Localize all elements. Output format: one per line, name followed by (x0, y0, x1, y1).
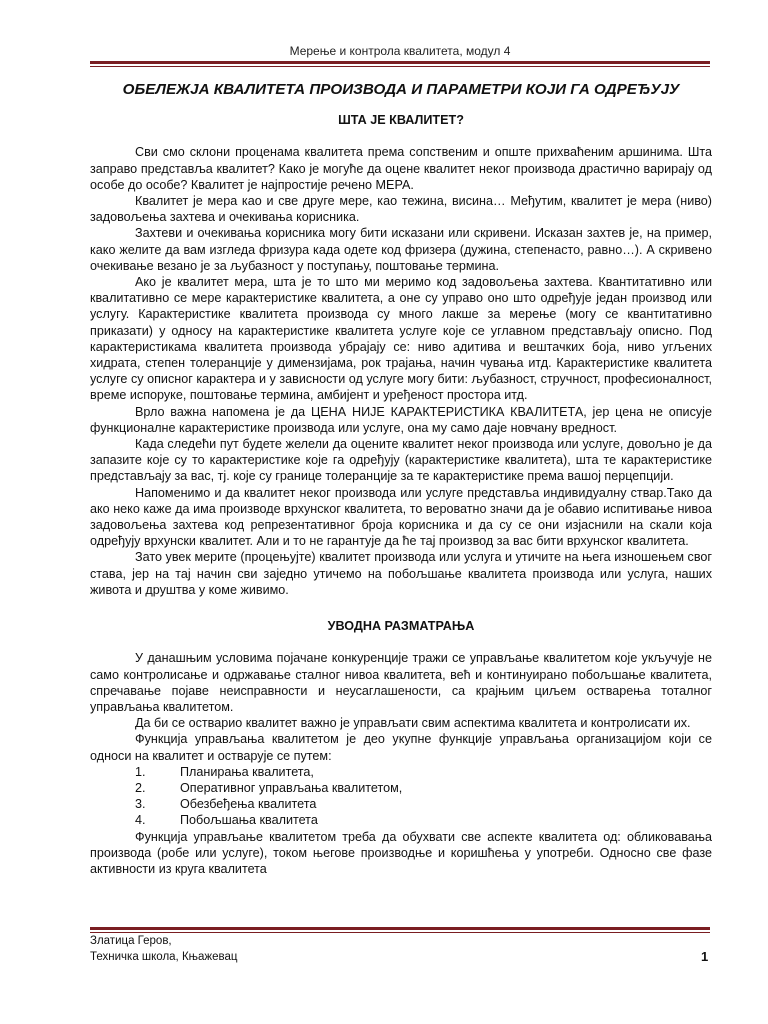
header-rule (90, 61, 710, 67)
list-text: Побољшања квалитета (180, 813, 318, 828)
running-header: Мерење и контрола квалитета, модул 4 (289, 44, 511, 58)
list-item (90, 764, 712, 780)
document-body (90, 82, 712, 877)
list-text: Оперативног управљања квалитетом, (180, 780, 403, 795)
numbered-list (90, 764, 712, 829)
footer-author: Златица Геров, (90, 935, 172, 947)
paragraph: Квалитет је мера као и све друге мере, као тежина, висина… Међутим, квалитет је мера (ниво) задовољења захтева и очекивања корисника. (90, 194, 712, 225)
list-text: Обезбеђења квалитета (180, 797, 317, 812)
paragraph: Функција управљање квалитетом треба да обухвати све аспекте квалитета од: обликовавања производа (робе или услуге), током његове производње и коришћења у употреби. Односно све фазе активности из круга квалитета (90, 829, 712, 876)
list-item (90, 780, 712, 796)
footer-school: Техничка школа, Књажевац (90, 951, 238, 963)
paragraph: Ако је квалитет мера, шта је то што ми меримо код задовољења захтева. Квантитативно или квалитативно се мере карактеристике квалитета, а оне су управо оно што одређује један производ или услугу. Карактеристике квалитета производа су много лакше за мерење (могу се квантитативно приказати) у односу на карактеристике квалитета услуге које се углавном представљају описно. Под карактеристикама квалитета производа убрајају се: ниво адитива и вештачких боја, ниво угљених хидрата, степен толеранције у димензијама, рок трајања, начин чувања итд. Карактеристике квалитета услуге су описног карактера и у зависности од услуге могу бити: љубазност, стручност, професионалност, време испоруке, поштовање термина, амбијент и уређеност простора итд. (90, 275, 712, 403)
list-number: 1. (135, 764, 146, 779)
section-heading-what-is-quality: ШТА ЈЕ КВАЛИТЕТ? (338, 113, 464, 128)
list-number: 3. (135, 797, 146, 812)
paragraph: Када следећи пут будете желели да оцените квалитет неког производа или услуге, довољно је да запазите које су то карактеристике које га одређују (карактеристике квалитета), шта те карактеристике представљају за вас, тј. које су границе толеранције за те карактеристике према вашој перцепцији. (90, 437, 712, 484)
footer-rule (90, 927, 710, 933)
list-item (90, 812, 712, 828)
paragraph: Захтеви и очекивања корисника могу бити исказани или скривени. Исказан захтев је, на пример, како желите да вам изгледа фризура када одете код фризера (дужина, степенасто, равно…). А скривено очекивање везано је за љубазност у поступању, поштовање термина. (90, 226, 712, 273)
list-number: 4. (135, 813, 146, 828)
section-heading-introduction: УВОДНА РАЗМАТРАЊА (327, 619, 475, 634)
paragraph: У данашњим условима појачане конкуренције тражи се управљање квалитетом које укључује не само контролисање и одржавање сталног нивоа квалитета, већ и континуирано побољшање квалитета, спречавање појаве неисправности и неусаглашености, са крајњим циљем остварења тоталног управљања квалитетом. (90, 651, 712, 714)
paragraph: Сви смо склони проценама квалитета према сопственим и опште прихваћеним аршинима. Шта заправо представља квалитет? Како је могуће да оцене квалитет неког производа драстично варирају од особе до особе? Квалитет је најпростије речено МЕРА. (90, 145, 712, 192)
list-text: Планирања квалитета, (180, 764, 314, 779)
paragraph: Зато увек мерите (процењујте) квалитет производа или услуга и утичите на њега изношењем свог става, јер на тај начин сви заједно утичемо на побољшање квалитета производа или услуга, наших живота и друштва у коме живимо. (90, 550, 712, 597)
paragraph: Да би се остварио квалитет важно је управљати свим аспектима квалитета и контролисати их. (135, 716, 691, 731)
paragraph: Врло важна напомена је да ЦЕНА НИЈЕ КАРАКТЕРИСТИКА КВАЛИТЕТА, јер цена не описује функционалне карактеристике производа или услуге, она му само даје новчану вредност. (90, 404, 712, 435)
list-number: 2. (135, 780, 146, 795)
list-item (90, 796, 712, 812)
spacer (90, 598, 712, 618)
page-number: 1 (701, 949, 709, 964)
paragraph: Напоменимо и да квалитет неког производа или услуге представља индивидуалну ствар.Тако да ако неко каже да има производе врхунског квалитета, то вероватно значи да је обавио испитивање нивоа задовољења захтева код репрезентативног броја корисника и да су се они изјаснили на скали која одређују врхунски квалитет. Али и то не гарантује да ће тај производ за вас бити врхунског квалитета. (90, 485, 712, 549)
paragraph: Функција управљања квалитетом је део укупне функције управљања организацијом који се односи на квалитет и остварује се путем: (90, 732, 712, 763)
document-title: ОБЕЛЕЖЈА КВАЛИТЕТА ПРОИЗВОДА И ПАРАМЕТРИ КОЈИ ГА ОДРЕЂУЈУ (122, 81, 680, 98)
